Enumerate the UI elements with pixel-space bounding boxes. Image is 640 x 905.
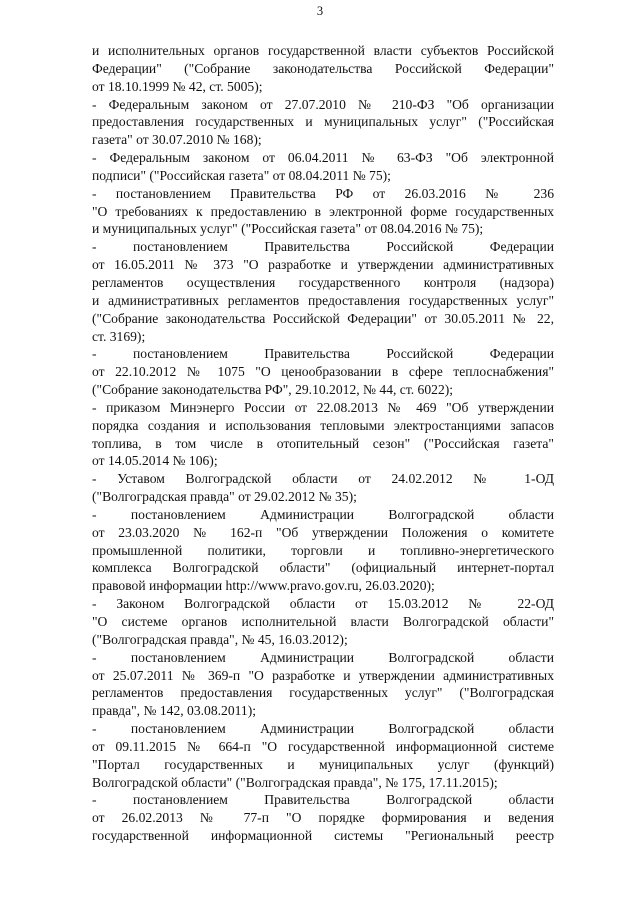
text-line: регламентов предоставления государственных услуг" ("Волгоградская: [92, 685, 554, 701]
text-line: - постановлением Правительства РФ от 26.03.2016 № 236: [92, 185, 554, 201]
text-line: от 25.07.2011 № 369-п "О разработке и утверждении административных: [92, 667, 554, 683]
text-line: правда", № 142, 03.08.2011);: [92, 703, 257, 719]
text-line: от 14.05.2014 № 106);: [92, 453, 218, 469]
text-line: от 09.11.2015 № 664-п "О государственной информационной системе: [92, 738, 554, 754]
text-line: ("Волгоградская правда" от 29.02.2012 № 35);: [92, 489, 357, 505]
text-line: промышленной политики, торговли и топливно-энергетического: [92, 542, 554, 558]
text-line: - приказом Минэнерго России от 22.08.2013 № 469 "Об утверждении: [92, 399, 554, 415]
text-line: Волгоградской области" ("Волгоградская правда", № 175, 17.11.2015);: [92, 774, 498, 790]
document-body: [92, 42, 554, 845]
text-line: комплекса Волгоградской области" (официальный интернет-портал: [92, 560, 554, 576]
text-line: топлива, в том числе в отопительный сезон" ("Российская газета": [92, 435, 554, 451]
text-line: от 18.10.1999 № 42, ст. 5005);: [92, 78, 263, 94]
text-line: и муниципальных услуг" ("Российская газета" от 08.04.2016 № 75);: [92, 221, 484, 237]
text-line: - Законом Волгоградской области от 15.03.2012 № 22-ОД: [92, 596, 554, 612]
text-line: и исполнительных органов государственной власти субъектов Российской: [92, 43, 554, 58]
text-line: - постановлением Правительства Волгоградской области: [92, 792, 554, 808]
text-line: газета" от 30.07.2010 № 168);: [92, 132, 262, 148]
text-line: - постановлением Правительства Российской Федерации: [92, 346, 554, 362]
text-line: предоставления государственных и муниципальных услуг" ("Российская: [92, 114, 554, 130]
text-line: "О требованиях к предоставлению в электронной форме государственных: [92, 203, 554, 219]
page-number: 3: [316, 4, 324, 18]
text-line: подписи" ("Российская газета" от 08.04.2011 № 75);: [92, 167, 391, 183]
text-line: "Портал государственных и муниципальных услуг (функций): [92, 756, 554, 772]
text-line: от 16.05.2011 № 373 "О разработке и утверждении административных: [92, 257, 554, 273]
text-line: порядка создания и использования тепловыми электростанциями запасов: [92, 417, 554, 433]
text-line: - постановлением Администрации Волгоградской области: [92, 506, 554, 522]
text-line: ("Собрание законодательства РФ", 29.10.2012, № 44, ст. 6022);: [92, 382, 454, 398]
text-line: Федерации" ("Собрание законодательства Российской Федерации": [92, 60, 554, 76]
text-line: - постановлением Администрации Волгоградской области: [92, 721, 554, 737]
text-line: правовой информации http://www.pravo.gov.ru, 26.03.2020);: [92, 578, 435, 594]
text-line: - постановлением Администрации Волгоградской области: [92, 649, 554, 665]
text-line: ст. 3169);: [92, 328, 146, 344]
text-line: - Федеральным законом от 27.07.2010 № 210-ФЗ "Об организации: [92, 96, 554, 112]
text-line: "О системе органов исполнительной власти Волгоградской области": [92, 614, 554, 629]
text-line: от 22.10.2012 № 1075 "О ценообразовании в сфере теплоснабжения": [92, 364, 554, 380]
text-line: - Уставом Волгоградской области от 24.02.2012 № 1-ОД: [92, 471, 554, 487]
text-line: ("Собрание законодательства Российской Федерации" от 30.05.2011 № 22,: [92, 310, 554, 326]
text-line: - Федеральным законом от 06.04.2011 № 63-ФЗ "Об электронной: [92, 150, 554, 166]
text-line: от 26.02.2013 № 77-п "О порядке формирования и ведения: [92, 810, 554, 826]
text-line: - постановлением Правительства Российской Федерации: [92, 239, 554, 255]
text-line: государственной информационной системы "Региональный реестр: [92, 828, 554, 844]
text-line: и административных регламентов предоставления государственных услуг": [92, 292, 554, 308]
text-line: ("Волгоградская правда", № 45, 16.03.2012);: [92, 631, 348, 647]
text-line: от 23.03.2020 № 162-п "Об утверждении Положения о комитете: [92, 524, 554, 540]
text-line: регламентов осуществления государственного контроля (надзора): [92, 274, 554, 290]
